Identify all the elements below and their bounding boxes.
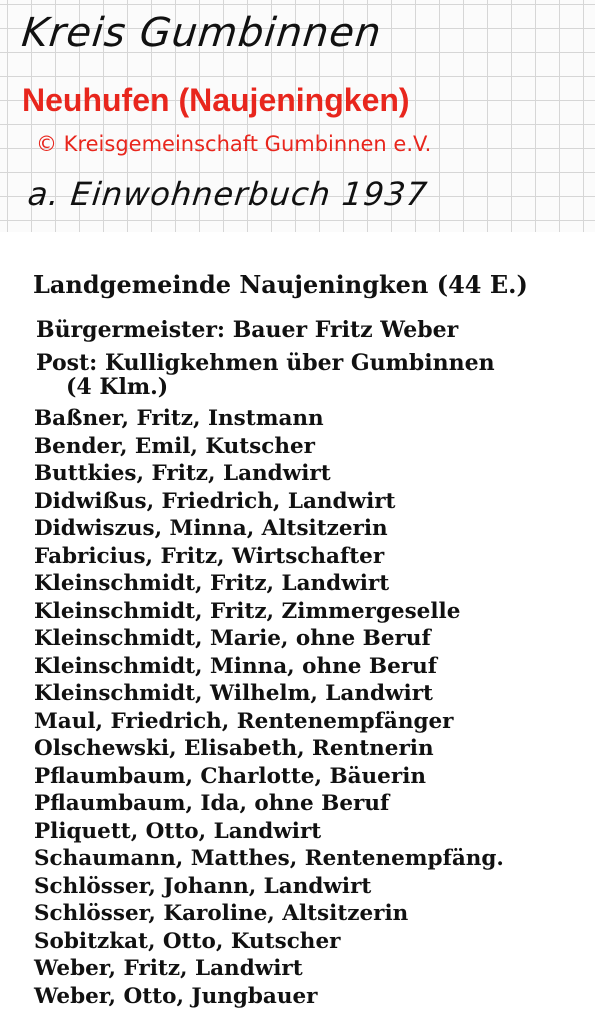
resident-entry: Kleinschmidt, Fritz, Landwirt <box>34 571 390 596</box>
resident-entry: Buttkies, Fritz, Landwirt <box>34 461 331 486</box>
place-title: Neuhufen (Naujeningken) <box>22 82 410 118</box>
post-line: Post: Kulligkehmen über Gumbinnen <box>36 350 495 376</box>
resident-entry: Schlösser, Johann, Landwirt <box>34 873 372 899</box>
resident-entry: Baßner, Fritz, Instmann <box>34 406 324 431</box>
resident-entry: Maul, Friedrich, Rentenempfänger <box>34 708 454 734</box>
resident-entry: Kleinschmidt, Marie, ohne Beruf <box>34 626 431 651</box>
resident-entry: Olschewski, Elisabeth, Rentnerin <box>34 736 434 761</box>
resident-entry: Schaumann, Matthes, Rentenempfäng. <box>34 846 504 871</box>
resident-entry: Kleinschmidt, Minna, ohne Beruf <box>34 653 437 679</box>
copyright-notice: © Kreisgemeinschaft Gumbinnen e.V. <box>36 132 432 156</box>
resident-entry: Pflaumbaum, Ida, ohne Beruf <box>34 791 390 816</box>
resident-entry: Weber, Otto, Jungbauer <box>34 983 318 1009</box>
resident-entry: Kleinschmidt, Wilhelm, Landwirt <box>34 681 433 706</box>
resident-entry: Bender, Emil, Kutscher <box>34 433 315 459</box>
resident-entry: Weber, Fritz, Landwirt <box>34 956 303 981</box>
resident-entry: Pliquett, Otto, Landwirt <box>34 818 322 844</box>
resident-entry: Schlösser, Karoline, Altsitzerin <box>34 901 409 926</box>
resident-entry: Didwißus, Friedrich, Landwirt <box>34 488 396 514</box>
resident-entry: Sobitzkat, Otto, Kutscher <box>34 928 341 954</box>
municipality-heading: Landgemeinde Naujeningken (44 E.) <box>33 270 528 299</box>
handwritten-source-note: a. Einwohnerbuch 1937 <box>26 175 430 213</box>
resident-entry: Fabricius, Fritz, Wirtschafter <box>34 543 385 569</box>
resident-entry: Kleinschmidt, Fritz, Zimmergeselle <box>34 598 461 624</box>
resident-list <box>34 405 504 1010</box>
resident-entry: Didwiszus, Minna, Altsitzerin <box>34 516 388 541</box>
handwritten-district-title: Kreis Gumbinnen <box>19 10 384 56</box>
resident-entry: Pflaumbaum, Charlotte, Bäuerin <box>34 763 426 789</box>
post-distance: (4 Klm.) <box>66 374 169 400</box>
mayor-line: Bürgermeister: Bauer Fritz Weber <box>36 317 459 343</box>
